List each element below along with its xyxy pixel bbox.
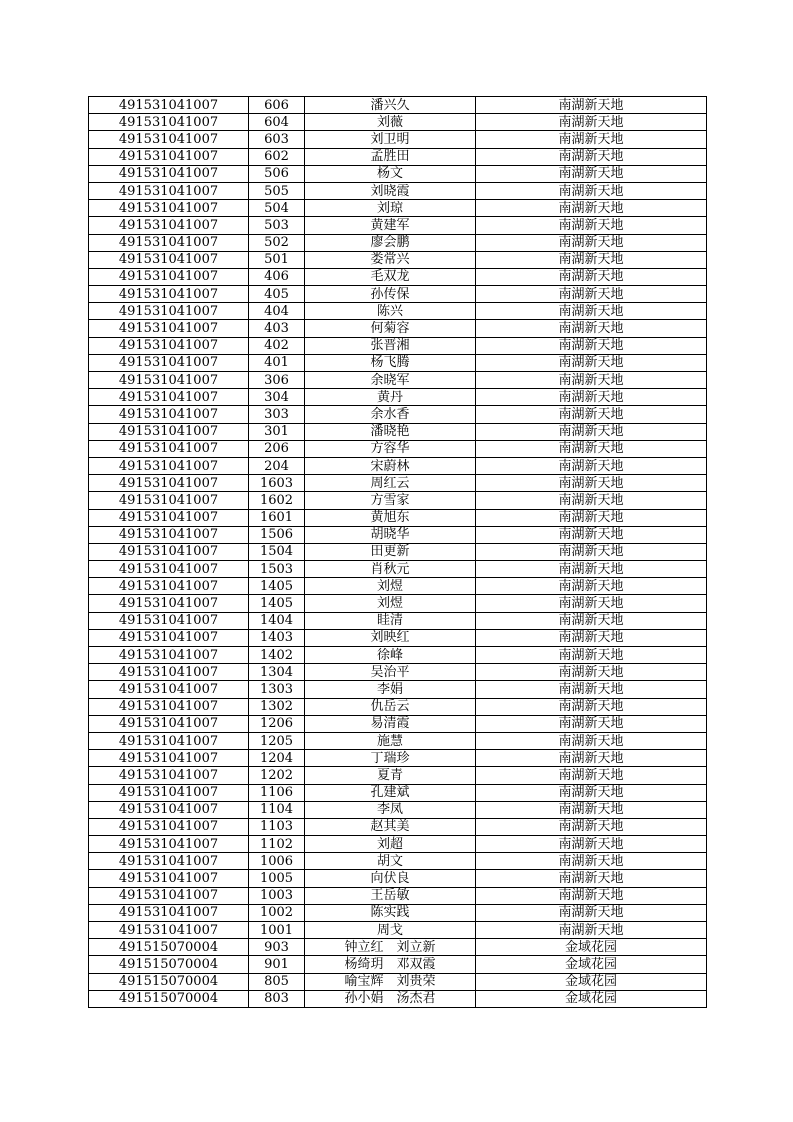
table-row xyxy=(89,681,707,698)
room-number-cell: 1506 xyxy=(249,526,305,543)
room-number-cell: 1204 xyxy=(249,750,305,767)
table-row xyxy=(89,234,707,251)
owner-name-cell: 刘映红 xyxy=(305,629,476,646)
owner-name-cell: 刘煜 xyxy=(305,595,476,612)
room-number-cell: 403 xyxy=(249,320,305,337)
owner-name-cell: 肖秋元 xyxy=(305,561,476,578)
room-number-cell: 204 xyxy=(249,457,305,474)
owner-name-cell: 王岳敏 xyxy=(305,887,476,904)
account-id-cell: 491531041007 xyxy=(89,337,249,354)
owner-name-cell: 赵其美 xyxy=(305,818,476,835)
account-id-cell: 491531041007 xyxy=(89,647,249,664)
property-name-cell: 南湖新天地 xyxy=(476,320,707,337)
room-number-cell: 1503 xyxy=(249,561,305,578)
table-row xyxy=(89,612,707,629)
property-name-cell: 南湖新天地 xyxy=(476,887,707,904)
property-name-cell: 南湖新天地 xyxy=(476,715,707,732)
table-row xyxy=(89,922,707,939)
room-number-cell: 501 xyxy=(249,251,305,268)
room-number-cell: 404 xyxy=(249,303,305,320)
room-number-cell: 1002 xyxy=(249,904,305,921)
property-name-cell: 南湖新天地 xyxy=(476,440,707,457)
room-number-cell: 304 xyxy=(249,389,305,406)
account-id-cell: 491531041007 xyxy=(89,372,249,389)
table-row xyxy=(89,870,707,887)
account-id-cell: 491531041007 xyxy=(89,268,249,285)
room-number-cell: 805 xyxy=(249,973,305,990)
room-number-cell: 1405 xyxy=(249,595,305,612)
owner-name-cell: 黄丹 xyxy=(305,389,476,406)
owner-name-cell: 周戈 xyxy=(305,922,476,939)
property-name-cell: 南湖新天地 xyxy=(476,767,707,784)
property-name-cell: 南湖新天地 xyxy=(476,492,707,509)
account-id-cell: 491531041007 xyxy=(89,836,249,853)
account-id-cell: 491531041007 xyxy=(89,423,249,440)
property-name-cell: 南湖新天地 xyxy=(476,664,707,681)
property-name-cell: 南湖新天地 xyxy=(476,182,707,199)
property-name-cell: 南湖新天地 xyxy=(476,251,707,268)
property-name-cell: 南湖新天地 xyxy=(476,561,707,578)
owner-name-cell: 黄建军 xyxy=(305,217,476,234)
table-row xyxy=(89,784,707,801)
table-row xyxy=(89,97,707,114)
owner-name-cell: 余水香 xyxy=(305,406,476,423)
owner-name-cell: 胡晓华 xyxy=(305,526,476,543)
room-number-cell: 303 xyxy=(249,406,305,423)
account-id-cell: 491531041007 xyxy=(89,612,249,629)
property-name-cell: 南湖新天地 xyxy=(476,681,707,698)
account-id-cell: 491531041007 xyxy=(89,629,249,646)
room-number-cell: 1303 xyxy=(249,681,305,698)
property-name-cell: 南湖新天地 xyxy=(476,732,707,749)
property-name-cell: 南湖新天地 xyxy=(476,148,707,165)
account-id-cell: 491531041007 xyxy=(89,492,249,509)
account-id-cell: 491531041007 xyxy=(89,750,249,767)
table-row xyxy=(89,200,707,217)
room-number-cell: 1403 xyxy=(249,629,305,646)
table-row xyxy=(89,767,707,784)
owner-name-cell: 刘超 xyxy=(305,836,476,853)
account-id-cell: 491531041007 xyxy=(89,801,249,818)
account-id-cell: 491531041007 xyxy=(89,440,249,457)
owner-name-cell: 孙传保 xyxy=(305,286,476,303)
account-id-cell: 491531041007 xyxy=(89,131,249,148)
owner-name-cell: 易清霞 xyxy=(305,715,476,732)
table-row xyxy=(89,457,707,474)
owner-name-cell: 潘兴久 xyxy=(305,97,476,114)
table-row xyxy=(89,286,707,303)
table-row xyxy=(89,939,707,956)
table-row xyxy=(89,182,707,199)
property-name-cell: 南湖新天地 xyxy=(476,475,707,492)
table-row xyxy=(89,887,707,904)
property-name-cell: 南湖新天地 xyxy=(476,303,707,320)
property-name-cell: 金域花园 xyxy=(476,973,707,990)
owner-name-cell: 刘晓霞 xyxy=(305,182,476,199)
owner-name-cell: 张晋湘 xyxy=(305,337,476,354)
owner-name-cell: 何菊容 xyxy=(305,320,476,337)
owner-name-cell: 廖会鹏 xyxy=(305,234,476,251)
account-id-cell: 491531041007 xyxy=(89,543,249,560)
owner-name-cell: 向伏良 xyxy=(305,870,476,887)
property-name-cell: 南湖新天地 xyxy=(476,578,707,595)
property-name-cell: 南湖新天地 xyxy=(476,698,707,715)
account-id-cell: 491531041007 xyxy=(89,406,249,423)
account-id-cell: 491531041007 xyxy=(89,475,249,492)
property-name-cell: 南湖新天地 xyxy=(476,836,707,853)
table-row xyxy=(89,148,707,165)
owner-name-cell: 刘煜 xyxy=(305,578,476,595)
room-number-cell: 406 xyxy=(249,268,305,285)
room-number-cell: 901 xyxy=(249,956,305,973)
owner-name-cell: 夏青 xyxy=(305,767,476,784)
property-name-cell: 南湖新天地 xyxy=(476,423,707,440)
account-id-cell: 491531041007 xyxy=(89,97,249,114)
room-number-cell: 506 xyxy=(249,165,305,182)
table-body xyxy=(89,97,707,1008)
room-number-cell: 1006 xyxy=(249,853,305,870)
property-name-cell: 金域花园 xyxy=(476,956,707,973)
table-row xyxy=(89,423,707,440)
property-name-cell: 南湖新天地 xyxy=(476,165,707,182)
owner-name-cell: 孔建斌 xyxy=(305,784,476,801)
room-number-cell: 1104 xyxy=(249,801,305,818)
owner-name-cell: 娄常兴 xyxy=(305,251,476,268)
table-row xyxy=(89,303,707,320)
property-name-cell: 金域花园 xyxy=(476,990,707,1007)
property-name-cell: 南湖新天地 xyxy=(476,200,707,217)
room-number-cell: 1103 xyxy=(249,818,305,835)
room-number-cell: 1603 xyxy=(249,475,305,492)
owner-name-cell: 陈兴 xyxy=(305,303,476,320)
property-name-cell: 南湖新天地 xyxy=(476,268,707,285)
owner-name-cell: 方容华 xyxy=(305,440,476,457)
room-number-cell: 1602 xyxy=(249,492,305,509)
table-row xyxy=(89,440,707,457)
account-id-cell: 491531041007 xyxy=(89,182,249,199)
table-row xyxy=(89,509,707,526)
account-id-cell: 491515070004 xyxy=(89,973,249,990)
property-name-cell: 南湖新天地 xyxy=(476,372,707,389)
property-name-cell: 南湖新天地 xyxy=(476,526,707,543)
room-number-cell: 1102 xyxy=(249,836,305,853)
property-name-cell: 南湖新天地 xyxy=(476,286,707,303)
account-id-cell: 491531041007 xyxy=(89,320,249,337)
table-row xyxy=(89,389,707,406)
owner-name-cell: 孟胜田 xyxy=(305,148,476,165)
property-name-cell: 金域花园 xyxy=(476,939,707,956)
table-row xyxy=(89,492,707,509)
property-name-cell: 南湖新天地 xyxy=(476,595,707,612)
table-row xyxy=(89,578,707,595)
owner-name-cell: 施慧 xyxy=(305,732,476,749)
room-number-cell: 1304 xyxy=(249,664,305,681)
account-id-cell: 491531041007 xyxy=(89,148,249,165)
account-id-cell: 491531041007 xyxy=(89,389,249,406)
property-name-cell: 南湖新天地 xyxy=(476,543,707,560)
property-name-cell: 南湖新天地 xyxy=(476,131,707,148)
account-id-cell: 491531041007 xyxy=(89,818,249,835)
property-name-cell: 南湖新天地 xyxy=(476,457,707,474)
table-row xyxy=(89,561,707,578)
table-row xyxy=(89,406,707,423)
table-row xyxy=(89,526,707,543)
property-name-cell: 南湖新天地 xyxy=(476,612,707,629)
account-id-cell: 491531041007 xyxy=(89,681,249,698)
owner-name-cell: 余晓军 xyxy=(305,372,476,389)
room-number-cell: 1005 xyxy=(249,870,305,887)
table-row xyxy=(89,750,707,767)
room-number-cell: 1001 xyxy=(249,922,305,939)
account-id-cell: 491531041007 xyxy=(89,715,249,732)
account-id-cell: 491531041007 xyxy=(89,561,249,578)
room-number-cell: 1504 xyxy=(249,543,305,560)
room-number-cell: 1402 xyxy=(249,647,305,664)
owner-name-cell: 孙小娟 汤杰君 xyxy=(305,990,476,1007)
room-number-cell: 1003 xyxy=(249,887,305,904)
account-id-cell: 491531041007 xyxy=(89,732,249,749)
table-row xyxy=(89,801,707,818)
property-name-cell: 南湖新天地 xyxy=(476,406,707,423)
table-row xyxy=(89,337,707,354)
table-row xyxy=(89,818,707,835)
account-id-cell: 491531041007 xyxy=(89,286,249,303)
account-id-cell: 491531041007 xyxy=(89,303,249,320)
owner-name-cell: 黄旭东 xyxy=(305,509,476,526)
table-row xyxy=(89,595,707,612)
owner-name-cell: 毛双龙 xyxy=(305,268,476,285)
owner-name-cell: 丁瑞珍 xyxy=(305,750,476,767)
room-number-cell: 206 xyxy=(249,440,305,457)
owner-name-cell: 周红云 xyxy=(305,475,476,492)
owner-name-cell: 陈实践 xyxy=(305,904,476,921)
account-id-cell: 491531041007 xyxy=(89,887,249,904)
account-id-cell: 491531041007 xyxy=(89,664,249,681)
table-row xyxy=(89,990,707,1007)
account-id-cell: 491531041007 xyxy=(89,578,249,595)
account-id-cell: 491531041007 xyxy=(89,767,249,784)
room-number-cell: 1404 xyxy=(249,612,305,629)
account-id-cell: 491531041007 xyxy=(89,114,249,131)
room-number-cell: 502 xyxy=(249,234,305,251)
property-name-cell: 南湖新天地 xyxy=(476,922,707,939)
property-name-cell: 南湖新天地 xyxy=(476,217,707,234)
property-name-cell: 南湖新天地 xyxy=(476,818,707,835)
property-name-cell: 南湖新天地 xyxy=(476,784,707,801)
property-name-cell: 南湖新天地 xyxy=(476,647,707,664)
table-row xyxy=(89,354,707,371)
room-number-cell: 1206 xyxy=(249,715,305,732)
account-id-cell: 491531041007 xyxy=(89,354,249,371)
account-id-cell: 491531041007 xyxy=(89,698,249,715)
account-id-cell: 491515070004 xyxy=(89,990,249,1007)
property-name-cell: 南湖新天地 xyxy=(476,801,707,818)
owner-name-cell: 李凤 xyxy=(305,801,476,818)
table-row xyxy=(89,268,707,285)
owner-name-cell: 方雪家 xyxy=(305,492,476,509)
table-row xyxy=(89,372,707,389)
table-row xyxy=(89,973,707,990)
owner-name-cell: 杨绮玥 邓双霞 xyxy=(305,956,476,973)
room-number-cell: 602 xyxy=(249,148,305,165)
room-number-cell: 903 xyxy=(249,939,305,956)
table-row xyxy=(89,956,707,973)
room-number-cell: 1405 xyxy=(249,578,305,595)
account-id-cell: 491531041007 xyxy=(89,853,249,870)
room-number-cell: 1302 xyxy=(249,698,305,715)
table-row xyxy=(89,165,707,182)
account-id-cell: 491531041007 xyxy=(89,870,249,887)
property-name-cell: 南湖新天地 xyxy=(476,750,707,767)
account-id-cell: 491531041007 xyxy=(89,784,249,801)
property-name-cell: 南湖新天地 xyxy=(476,234,707,251)
room-number-cell: 1601 xyxy=(249,509,305,526)
property-name-cell: 南湖新天地 xyxy=(476,509,707,526)
table-row xyxy=(89,629,707,646)
room-number-cell: 606 xyxy=(249,97,305,114)
table-row xyxy=(89,836,707,853)
table-row xyxy=(89,475,707,492)
account-id-cell: 491515070004 xyxy=(89,956,249,973)
account-id-cell: 491531041007 xyxy=(89,165,249,182)
property-name-cell: 南湖新天地 xyxy=(476,853,707,870)
data-table xyxy=(88,96,707,1008)
room-number-cell: 604 xyxy=(249,114,305,131)
property-name-cell: 南湖新天地 xyxy=(476,354,707,371)
account-id-cell: 491531041007 xyxy=(89,922,249,939)
account-id-cell: 491531041007 xyxy=(89,526,249,543)
owner-name-cell: 宋蔚林 xyxy=(305,457,476,474)
owner-name-cell: 吴治平 xyxy=(305,664,476,681)
account-id-cell: 491531041007 xyxy=(89,217,249,234)
room-number-cell: 301 xyxy=(249,423,305,440)
room-number-cell: 803 xyxy=(249,990,305,1007)
property-name-cell: 南湖新天地 xyxy=(476,389,707,406)
account-id-cell: 491531041007 xyxy=(89,457,249,474)
owner-name-cell: 刘薇 xyxy=(305,114,476,131)
room-number-cell: 306 xyxy=(249,372,305,389)
table-row xyxy=(89,904,707,921)
room-number-cell: 603 xyxy=(249,131,305,148)
owner-name-cell: 李娟 xyxy=(305,681,476,698)
room-number-cell: 505 xyxy=(249,182,305,199)
account-id-cell: 491531041007 xyxy=(89,509,249,526)
table-row xyxy=(89,114,707,131)
owner-name-cell: 刘卫明 xyxy=(305,131,476,148)
table-row xyxy=(89,853,707,870)
property-name-cell: 南湖新天地 xyxy=(476,870,707,887)
account-id-cell: 491515070004 xyxy=(89,939,249,956)
room-number-cell: 504 xyxy=(249,200,305,217)
room-number-cell: 1205 xyxy=(249,732,305,749)
table-row xyxy=(89,698,707,715)
owner-name-cell: 杨文 xyxy=(305,165,476,182)
owner-name-cell: 潘晓艳 xyxy=(305,423,476,440)
room-number-cell: 1106 xyxy=(249,784,305,801)
room-number-cell: 402 xyxy=(249,337,305,354)
account-id-cell: 491531041007 xyxy=(89,234,249,251)
table-row xyxy=(89,217,707,234)
room-number-cell: 503 xyxy=(249,217,305,234)
owner-name-cell: 钟立红 刘立新 xyxy=(305,939,476,956)
owner-name-cell: 仇岳云 xyxy=(305,698,476,715)
account-id-cell: 491531041007 xyxy=(89,595,249,612)
room-number-cell: 1202 xyxy=(249,767,305,784)
owner-name-cell: 田更新 xyxy=(305,543,476,560)
owner-name-cell: 胡文 xyxy=(305,853,476,870)
table-row xyxy=(89,715,707,732)
property-name-cell: 南湖新天地 xyxy=(476,904,707,921)
owner-name-cell: 眭清 xyxy=(305,612,476,629)
owner-name-cell: 杨飞腾 xyxy=(305,354,476,371)
account-id-cell: 491531041007 xyxy=(89,251,249,268)
owner-name-cell: 刘琼 xyxy=(305,200,476,217)
property-name-cell: 南湖新天地 xyxy=(476,629,707,646)
owner-name-cell: 喻宝辉 刘贵荣 xyxy=(305,973,476,990)
table-row xyxy=(89,131,707,148)
table-row xyxy=(89,664,707,681)
owner-name-cell: 徐峰 xyxy=(305,647,476,664)
account-id-cell: 491531041007 xyxy=(89,200,249,217)
table-row xyxy=(89,320,707,337)
table-row xyxy=(89,251,707,268)
table-row xyxy=(89,543,707,560)
property-name-cell: 南湖新天地 xyxy=(476,97,707,114)
table-row xyxy=(89,732,707,749)
property-name-cell: 南湖新天地 xyxy=(476,337,707,354)
room-number-cell: 401 xyxy=(249,354,305,371)
account-id-cell: 491531041007 xyxy=(89,904,249,921)
room-number-cell: 405 xyxy=(249,286,305,303)
table-row xyxy=(89,647,707,664)
property-name-cell: 南湖新天地 xyxy=(476,114,707,131)
